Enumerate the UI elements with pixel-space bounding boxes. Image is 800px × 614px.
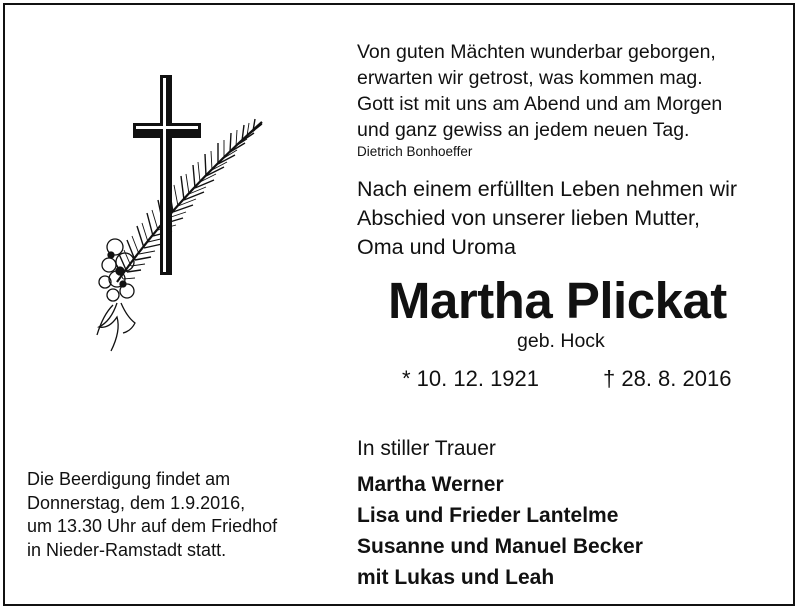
mourner-name: Lisa und Frieder Lantelme [357,504,619,527]
maiden-name: geb. Hock [517,330,605,352]
cross-and-palm-illustration [87,67,277,357]
farewell-intro [357,175,737,262]
intro-line: Oma und Uroma [357,235,516,259]
flower-bouquet-icon [97,239,135,351]
funeral-line: in Nieder-Ramstadt statt. [27,539,227,560]
mourner-name: Susanne und Manuel Becker [357,535,643,558]
deceased-name: Martha Plickat [388,272,727,329]
funeral-line: um 13.30 Uhr auf dem Friedhof [27,516,278,536]
mourners-list [357,469,643,593]
poem-line: Gott ist mit uns am Abend und am Morgen [357,93,723,115]
funeral-line: Die Beerdigung findet am [27,469,231,489]
poem-line: Von guten Mächten wunderbar geborgen, [357,41,716,63]
intro-line: Abschied von unserer lieben Mutter, [357,206,701,230]
poem-quote [357,39,722,160]
poem-author: Dietrich Bonhoeffer [357,144,473,159]
death-date: † 28. 8. 2016 [603,366,732,391]
birth-date: * 10. 12. 1921 [402,366,540,391]
poem-line: und ganz gewiss an jedem neuen Tag. [357,119,690,141]
palm-branch-icon [117,119,262,282]
mourner-name: Martha Werner [357,473,504,496]
mourning-heading: In stiller Trauer [357,437,496,460]
poem-line: erwarten wir getrost, was kommen mag. [357,67,703,89]
funeral-info [27,468,277,562]
intro-line: Nach einem erfüllten Leben nehmen wir [357,177,738,201]
obituary-notice [3,3,795,606]
mourner-name: mit Lukas und Leah [357,566,555,589]
funeral-line: Donnerstag, dem 1.9.2016, [27,492,246,513]
